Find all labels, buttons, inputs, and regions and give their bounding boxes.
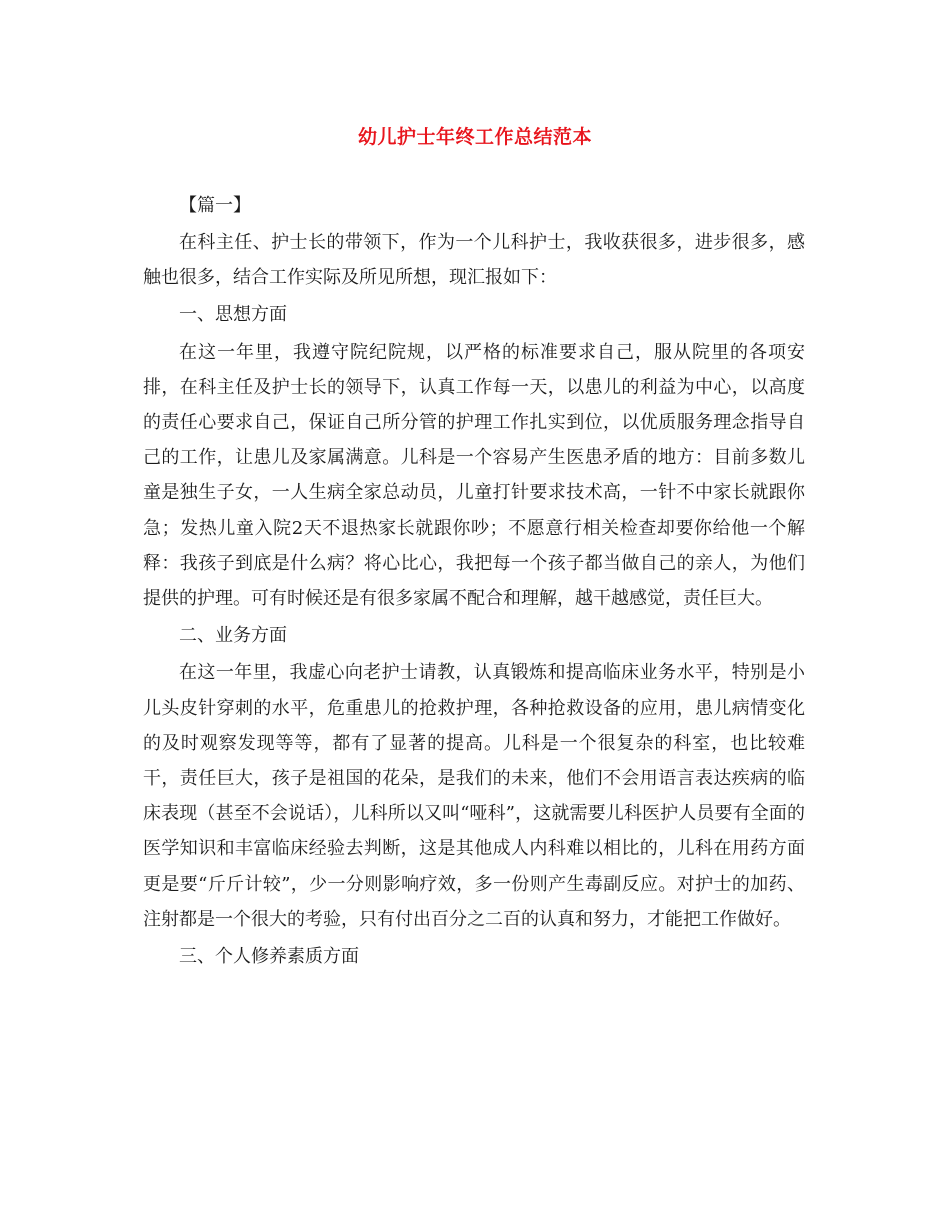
document-body: [143, 193, 805, 974]
section-heading-business: 二、业务方面: [179, 625, 287, 647]
section-heading-thought: 一、思想方面: [179, 304, 287, 326]
intro-paragraph: 在科主任、护士长的带领下，作为一个儿科护士，我收获很多，进步很多，感触也很多，结合工作实际及所见所想，现汇报如下：: [143, 232, 805, 289]
section-marker: 【篇一】: [179, 195, 251, 216]
document-title: 幼儿护士年终工作总结范本: [357, 126, 592, 148]
section-heading-personal: 三、个人修养素质方面: [179, 946, 359, 968]
section-body-thought: 在这一年里，我遵守院纪院规，以严格的标准要求自己，服从院里的各项安排，在科主任及护士长的领导下，认真工作每一天，以患儿的利益为中心，以高度的责任心要求自己，保证自己所分管的护理工作扎实到位，以优质服务理念指导自己的工作，让患儿及家属满意。儿科是一个容易产生医患矛盾的地方：目前多数儿童是独生子女，一人生病全家总动员，儿童打针要求技术高，一针不中家长就跟你急；发热儿童入院2天不退热家长就跟你吵；不愿意行相关检查却要你给他一个解释：我孩子到底是什么病？将心比心，我把每一个孩子都当做自己的亲人，为他们提供的护理。可有时候还是有很多家属不配合和理解，越干越感觉，责任巨大。: [143, 341, 805, 610]
section-body-business: 在这一年里，我虚心向老护士请教，认真锻炼和提高临床业务水平，特别是小儿头皮针穿刺的水平，危重患儿的抢救护理，各种抢救设备的应用，患儿病情变化的及时观察发现等等，都有了显著的提高。儿科是一个很复杂的科室，也比较难干，责任巨大，孩子是祖国的花朵，是我们的未来，他们不会用语言表达疾病的临床表现（甚至不会说话），儿科所以又叫“哑科”，这就需要儿科医护人员要有全面的医学知识和丰富临床经验去判断，这是其他成人内科难以相比的，儿科在用药方面更是要“斤斤计较”，少一分则影响疗效，多一份则产生毒副反应。对护士的加药、注射都是一个很大的考验，只有付出百分之二百的认真和努力，才能把工作做好。: [143, 662, 805, 930]
